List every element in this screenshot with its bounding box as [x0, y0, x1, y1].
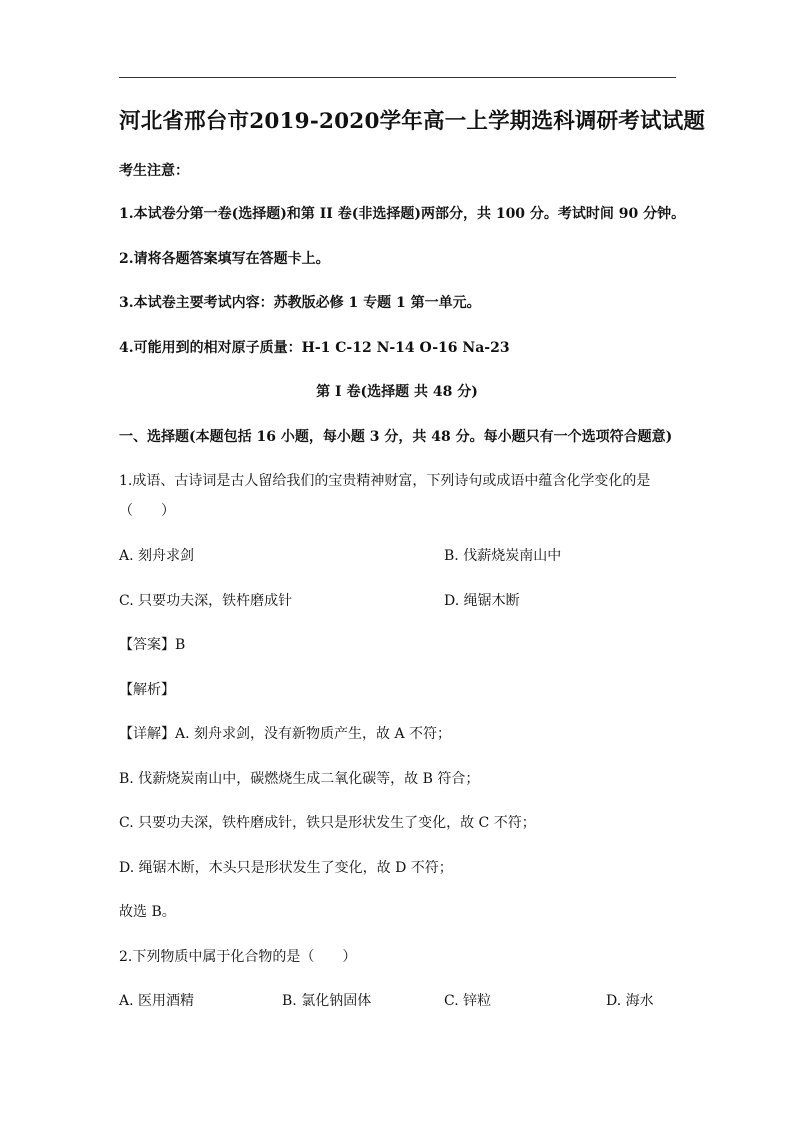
question-2-option-d: D. 海水 [606, 993, 654, 1009]
question-1-option-c: C. 只要功夫深，铁杵磨成针 [119, 593, 293, 609]
question-1-stem: 1.成语、古诗词是古人留给我们的宝贵精神财富，下列诗句或成语中蕴含化学变化的是 [119, 473, 651, 489]
question-1-answer: 【答案】B [119, 637, 186, 653]
notice-heading: 考生注意： [119, 163, 189, 179]
question-1-detail: B. 伐薪烧炭南山中，碳燃烧生成二氧化碳等，故 B 符合； [119, 771, 480, 787]
notice-item: 2.请将各题答案填写在答题卡上。 [119, 251, 330, 267]
question-1-detail: D. 绳锯木断，木头只是形状发生了变化，故 D 不符； [119, 860, 453, 876]
question-1-stem-cont: （ ） [119, 503, 175, 519]
section-title: 第 I 卷(选择题 共 48 分) [316, 384, 478, 400]
question-1-conclusion: 故选 B。 [119, 904, 176, 920]
notice-item: 3.本试卷主要考试内容：苏教版必修 1 专题 1 第一单元。 [119, 295, 481, 311]
part-heading: 一、选择题(本题包括 16 小题，每小题 3 分，共 48 分。每小题只有一个选项符合题意) [119, 429, 673, 445]
question-1-analysis-label: 【解析】 [119, 682, 175, 698]
header-rule [119, 77, 676, 78]
question-2-option-a: A. 医用酒精 [119, 993, 195, 1009]
question-1-option-d: D. 绳锯木断 [444, 593, 520, 609]
question-1-detail: 【详解】A. 刻舟求剑，没有新物质产生，故 A 不符； [119, 726, 452, 742]
question-1-option-b: B. 伐薪烧炭南山中 [444, 548, 562, 564]
question-2-stem: 2.下列物质中属于化合物的是（ ） [119, 949, 357, 965]
notice-item: 1.本试卷分第一卷(选择题)和第 II 卷(非选择题)两部分，共 100 分。考试时间 90 分钟。 [119, 206, 686, 222]
notice-item: 4.可能用到的相对原子质量：H-1 C-12 N-14 O-16 Na-23 [119, 340, 510, 356]
question-1-detail: C. 只要功夫深，铁杵磨成针，铁只是形状发生了变化，故 C 不符； [119, 815, 536, 831]
question-1-option-a: A. 刻舟求剑 [119, 548, 195, 564]
document-title: 河北省邢台市2019-2020学年高一上学期选科调研考试试题 [119, 109, 706, 134]
question-2-option-c: C. 锌粒 [444, 993, 492, 1009]
question-2-option-b: B. 氯化钠固体 [282, 993, 372, 1009]
